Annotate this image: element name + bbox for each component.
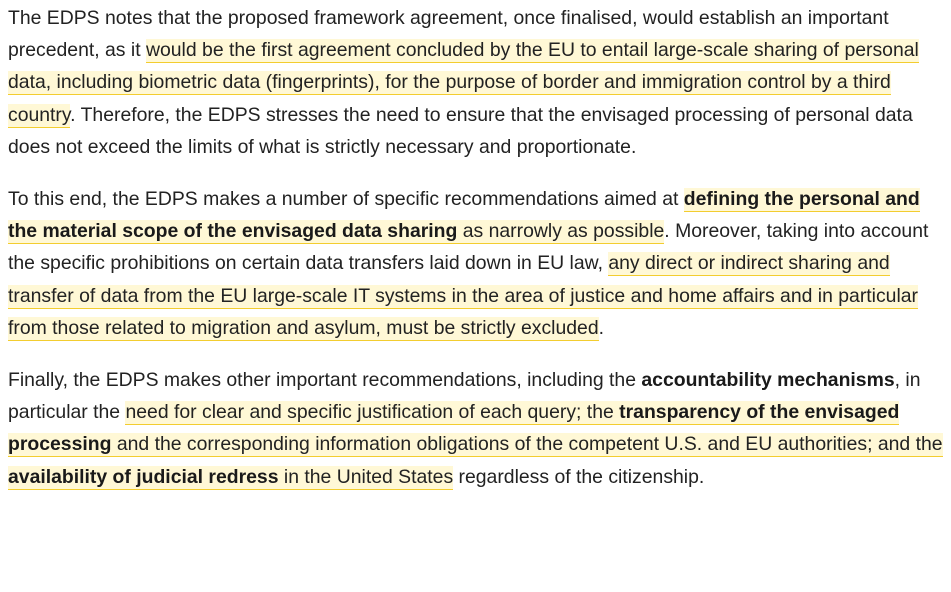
paragraph-2-text: To this end, the EDPS makes a number of specific recommendations aimed at: [8, 188, 684, 211]
highlight-justification: need for clear and specific justification of each query; the: [125, 401, 620, 424]
paragraph-3-text-end: regardless of the citizenship.: [453, 465, 705, 488]
highlight-sharing-excluded[interactable]: any direct or indirect sharing and transfer of data from the EU large-scale IT systems in the area of justice and home affairs and in particular from those related to migration and asylum, must be strictly excluded: [8, 252, 919, 339]
paragraph-2: [8, 183, 943, 344]
highlight-narrowly: as narrowly as possible: [457, 220, 665, 243]
bold-judicial-redress: availability of judicial redress: [8, 465, 279, 488]
bold-scope-definition: defining the personal and the material scope of the envisaged data sharing: [8, 188, 920, 243]
paragraph-2-text-end: .: [598, 316, 604, 339]
highlight-united-states: in the United States: [278, 465, 454, 488]
paragraph-3: [8, 364, 943, 493]
paragraph-1-text-end: . Therefore, the EDPS stresses the need to ensure that the envisaged processing of personal data does not exceed the limits of what is strictly necessary and proportionate.: [8, 103, 913, 158]
bold-transparency: transparency of the envisaged processing: [8, 401, 900, 456]
paragraph-3-text-middle: , in particular the: [8, 369, 921, 424]
paragraph-3-text: Finally, the EDPS makes other important recommendations, including the: [8, 369, 642, 392]
paragraph-1: [8, 2, 943, 163]
bold-accountability: accountability mechanisms: [641, 369, 895, 392]
paragraph-1-text: The EDPS notes that the proposed framework agreement, once finalised, would establish an important precedent, as it: [8, 7, 889, 62]
highlight-first-agreement[interactable]: would be the first agreement concluded by the EU to entail large-scale sharing of personal data, including biometric data (fingerprints), for the purpose of border and immigration control by a third country: [8, 39, 919, 126]
highlight-obligations: and the corresponding information obligations of the competent U.S. and EU authorities; and the: [111, 433, 943, 456]
paragraph-2-text-middle: . Moreover, taking into account the specific prohibitions on certain data transfers laid down in EU law,: [8, 220, 929, 275]
